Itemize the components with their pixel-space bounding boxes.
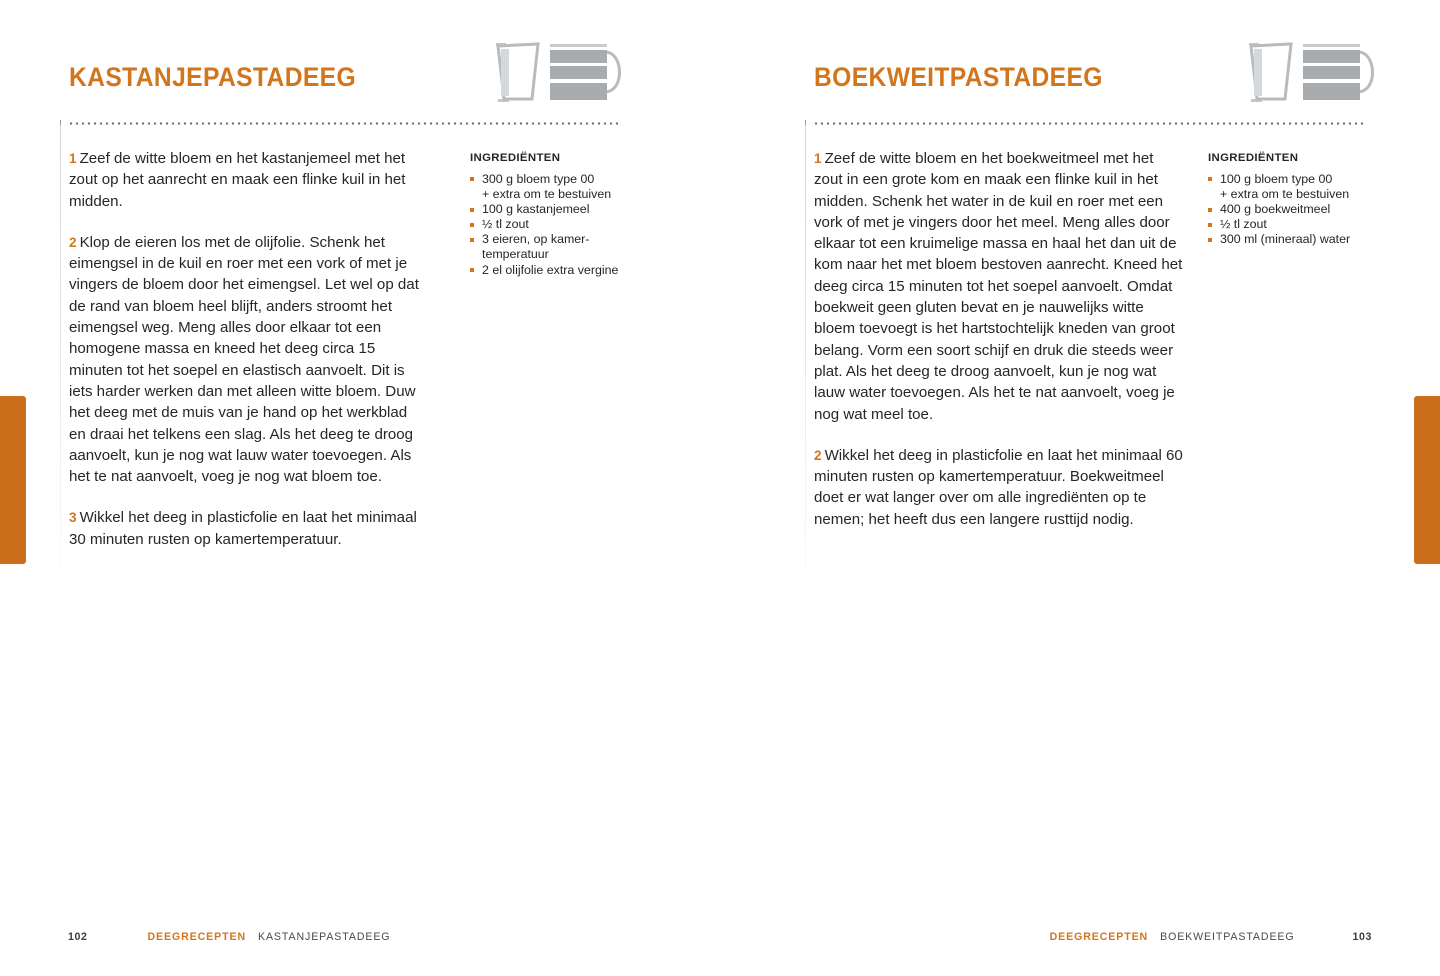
ingredients-list xyxy=(1208,172,1398,247)
instruction-steps-right xyxy=(814,148,1186,530)
recipe-label: BOEKWEITPASTADEEG xyxy=(1160,931,1295,943)
page-number: 103 xyxy=(1352,931,1372,943)
ingredients-panel-left xyxy=(470,152,660,278)
ingredient-item: 300 ml (mineraal) water xyxy=(1208,232,1398,247)
page-title: KASTANJEPASTADEEG xyxy=(69,62,357,92)
column-hairline xyxy=(805,124,806,568)
column-hairline xyxy=(60,124,61,568)
ingredients-heading: INGREDIËNTEN xyxy=(470,152,561,164)
section-divider-left xyxy=(60,120,620,128)
ingredient-item: 2 el olijfolie extra vergine xyxy=(470,263,660,278)
chapter-tab-left xyxy=(0,396,26,564)
footer-left xyxy=(68,930,390,944)
step-number: 1 xyxy=(69,151,77,166)
step-text: Zeef de witte bloem en het boekweitmeel met het zout in een grote kom en maak een flinke kuil in het midden. Schenk het water in de kuil en roer met een vork of met je vingers door het meel. Meng alles door elkaar tot een kruimelige massa en haal het dan uit de kom naar het met bloem bestoven aanrecht. Kneed het deeg circa 15 minuten tot het soepel aanvoelt. Omdat boekweit geen gluten bevat en je nauwelijks witte bloem toevoegt is het hartstochtelijk kneden van groot belang. Vorm een soort schijf en druk die steeds weer plat. Als het deeg te droog aanvoelt, kun je nog wat lauw water toevoegen. Als het te nat aanvoelt, voeg je nog wat meel toe. xyxy=(814,150,1183,423)
page-number: 102 xyxy=(68,931,88,943)
measuring-beaker-icon xyxy=(1249,43,1291,102)
measuring-beaker-icon xyxy=(496,43,538,102)
ingredient-item-continuation: temperatuur xyxy=(482,247,549,262)
step-item xyxy=(69,232,426,488)
ingredient-item: 400 g boekweitmeel xyxy=(1208,202,1398,217)
instruction-steps-left xyxy=(69,148,426,550)
step-item xyxy=(814,148,1186,425)
recipe-label: KASTANJEPASTADEEG xyxy=(258,931,391,943)
measure-icon-cluster xyxy=(1245,42,1391,104)
dotted-rule xyxy=(813,122,1365,125)
step-item xyxy=(814,445,1186,530)
step-item xyxy=(69,148,426,212)
footer-right xyxy=(1050,930,1372,944)
step-text: Zeef de witte bloem en het kastanjemeel met het zout op het aanrecht en maak een flinke kuil in het midden. xyxy=(69,150,406,210)
chapter-label: DEEGRECEPTEN xyxy=(1049,931,1149,943)
ingredients-list xyxy=(470,172,660,278)
ingredient-item: 300 g bloem type 00 xyxy=(470,172,660,187)
ingredient-item-continuation: + extra om te bestuiven xyxy=(482,187,612,202)
ingredient-item: 3 eieren, op kamer- xyxy=(470,232,660,247)
ingredients-panel-right xyxy=(1208,152,1398,247)
dotted-rule xyxy=(68,122,620,125)
step-number: 1 xyxy=(814,151,822,166)
measuring-mug-icon xyxy=(550,44,620,100)
step-text: Wikkel het deeg in plasticfolie en laat het minimaal 30 minuten rusten op kamertemperatuur. xyxy=(69,509,417,548)
page-header-right xyxy=(805,0,1440,100)
measure-icon-cluster xyxy=(492,42,638,104)
step-text: Klop de eieren los met de olijfolie. Schenk het eimengsel in de kuil en roer met een vork of met je vingers de bloem door het eimengsel. Let wel op dat de rand van bloem heel blijft, anders stroomt het eimengsel weg. Meng alles door elkaar tot een homogene massa en kneed het deeg circa 15 minuten tot het soepel en elastisch aanvoelt. Dit is iets harder werken dan met alleen witte bloem. Duw het deeg met de muis van je hand op het werkblad en draai het telkens een slag. Als het deeg te droog aanvoelt, kun je nog wat lauw water toevoegen. Als het te nat aanvoelt, voeg je nog wat bloem toe. xyxy=(69,233,419,486)
step-number: 2 xyxy=(69,234,77,250)
step-text: Wikkel het deeg in plasticfolie en laat het minimaal 60 minuten rusten op kamertemperatuur. Boekweitmeel doet er wat langer over om alle ingrediënten op te nemen; het heeft dus een langere rusttijd nodig. xyxy=(814,446,1183,528)
page-title: BOEKWEITPASTADEEG xyxy=(814,62,1103,92)
step-item xyxy=(69,507,426,550)
section-divider-right xyxy=(805,120,1365,128)
page-header-left xyxy=(60,0,720,100)
page-right xyxy=(805,0,1440,976)
ingredient-item: ½ tl zout xyxy=(1208,217,1398,232)
page-left xyxy=(60,0,720,976)
ingredient-item: ½ tl zout xyxy=(470,217,660,232)
step-number: 2 xyxy=(814,447,822,463)
ingredient-item: 100 g bloem type 00 xyxy=(1208,172,1398,187)
ingredients-heading: INGREDIËNTEN xyxy=(1208,152,1299,164)
measuring-mug-icon xyxy=(1303,44,1373,100)
ingredient-item-continuation: + extra om te bestuiven xyxy=(1220,187,1350,202)
step-number: 3 xyxy=(69,510,77,526)
chapter-label: DEEGRECEPTEN xyxy=(147,931,246,943)
ingredient-item: 100 g kastanjemeel xyxy=(470,202,660,217)
